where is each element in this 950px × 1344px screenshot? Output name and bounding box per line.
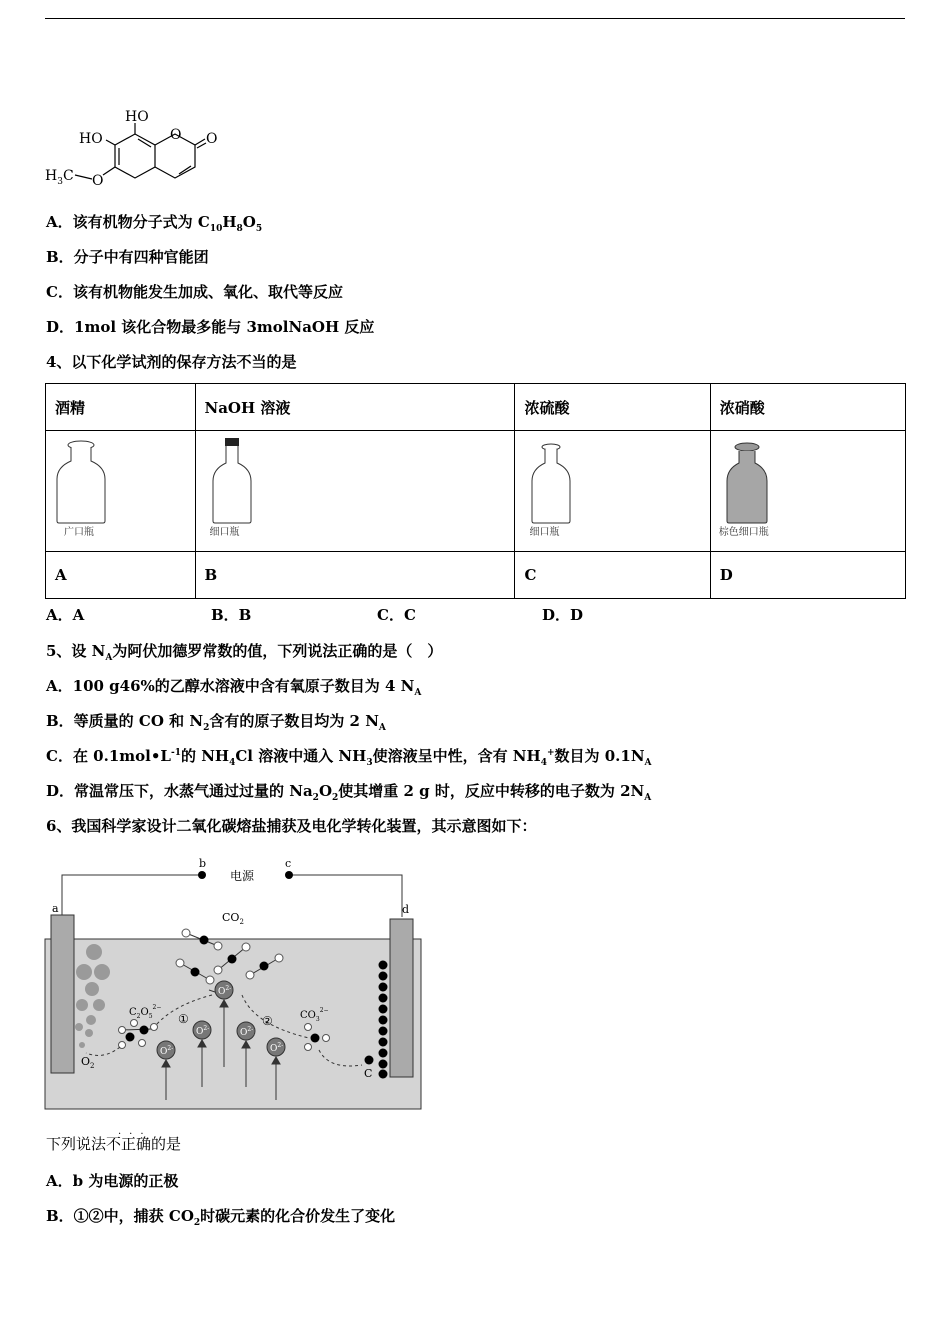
letter-c: C — [515, 552, 710, 599]
narrow-mouth-bottle-icon — [523, 437, 583, 527]
q3-option-c: C．该有机物能发生加成、氧化、取代等反应 — [46, 283, 343, 301]
c2o5-label: $C_2O_5^{2-}$ — [129, 1004, 162, 1020]
q4-option-a: A．A — [46, 606, 85, 624]
coumarin-structure — [40, 105, 220, 195]
ether-oxygen: O — [92, 173, 104, 189]
carbonyl-oxygen: O — [206, 131, 218, 147]
rubber-stopper-bottle-icon — [204, 437, 264, 527]
co3-label: $CO_3^{2-}$ — [300, 1007, 329, 1023]
svg-text:O2-: $O^{2-}$ — [160, 1045, 174, 1057]
q4-option-c: C．C — [377, 606, 416, 624]
svg-text:O2-: $O^{2-}$ — [240, 1026, 254, 1038]
electrode-a: a — [52, 902, 59, 915]
bottle-cell-a — [46, 431, 196, 552]
bottle-cell-d — [710, 431, 905, 552]
power-source-label: 电源 — [230, 869, 255, 883]
bottle-label-d: 棕色细口瓶 — [718, 527, 769, 538]
oxygen-gas-label: $O_2$ — [81, 1055, 95, 1070]
step-2-marker: ② — [262, 1014, 273, 1028]
q5-option-d: D．常温常压下，水蒸气通过过量的 $Na_2O_2$使其增重 2 g 时，反应中转移的电子数为 $2N_A$ — [46, 782, 652, 803]
q6-option-b: B．①②中，捕获 $CO_2$时碳元素的化合价发生了变化 — [46, 1207, 396, 1228]
bottle-cell-c — [515, 431, 710, 552]
ring-oxygen: O — [170, 127, 182, 143]
header-sulfuric-acid: 浓硫酸 — [515, 384, 710, 431]
q4-option-d: D．D — [542, 606, 584, 624]
letter-a: A — [46, 552, 196, 599]
emphasis-dots: ... — [118, 1126, 152, 1137]
terminal-b: b — [199, 857, 207, 870]
q5-stem: 5、设 $N_A$为阿伏加德罗常数的值，下列说法正确的是（ ） — [46, 642, 443, 663]
header-naoh: NaOH 溶液 — [195, 384, 515, 431]
q6-stem: 6、我国科学家设计二氧化碳熔盐捕获及电化学转化装置，其示意图如下： — [46, 817, 537, 835]
wide-mouth-bottle-icon — [54, 437, 114, 527]
header-alcohol: 酒精 — [46, 384, 196, 431]
bottle-cell-b — [195, 431, 515, 552]
methyl-group: $H_3C$ — [45, 168, 74, 187]
q4-option-b: B．B — [211, 606, 252, 624]
bottle-label-a: 广口瓶 — [64, 527, 94, 538]
oh-left: HO — [79, 131, 103, 147]
svg-text:O2-: $O^{2-}$ — [270, 1042, 284, 1054]
bottle-label-b: 细口瓶 — [209, 527, 240, 538]
step-1-marker: ① — [178, 1012, 189, 1026]
electrolysis-diagram — [44, 855, 424, 1111]
q6-question: 下列说法不正确的是 — [46, 1135, 182, 1153]
q5-option-c: C．在 $0.1mol•L^{-1}$的 $NH_4Cl$ 溶液中通入 $NH_3$使溶液呈中性，含有 $NH_4^+$数目为 $0.1N_A$ — [46, 747, 652, 768]
q3-option-a: A．该有机物分子式为 $C_{10}H_8O_5$ — [46, 213, 263, 234]
q3-option-b: B．分子中有四种官能团 — [46, 248, 209, 266]
letter-b: B — [195, 552, 515, 599]
terminal-c: c — [285, 857, 292, 870]
q4-stem: 4、以下化学试剂的保存方法不当的是 — [46, 353, 297, 371]
header-nitric-acid: 浓硝酸 — [710, 384, 905, 431]
bottle-label-c: 细口瓶 — [529, 527, 560, 538]
electrode-d: d — [402, 903, 410, 916]
brown-bottle-icon — [719, 437, 779, 527]
svg-text:O2-: $O^{2-}$ — [218, 985, 232, 997]
header-rule — [45, 18, 905, 19]
reagent-table — [45, 383, 906, 599]
q5-option-a: A．100 g46%的乙醇水溶液中含有氧原子数目为 4 $N_A$ — [46, 677, 422, 698]
q4-options — [46, 605, 583, 625]
oh-top: HO — [125, 109, 149, 125]
co2-label: $CO_2$ — [222, 911, 244, 926]
q5-option-b: B．等质量的 CO 和 $N_2$含有的原子数目均为 2 $N_A$ — [46, 712, 386, 733]
letter-d: D — [710, 552, 905, 599]
q6-option-a: A．b 为电源的正极 — [46, 1172, 179, 1190]
svg-text:O2-: $O^{2-}$ — [196, 1025, 210, 1037]
q3-option-d: D．1mol 该化合物最多能与 3molNaOH 反应 — [46, 318, 375, 336]
carbon-product-label: C — [364, 1067, 373, 1080]
